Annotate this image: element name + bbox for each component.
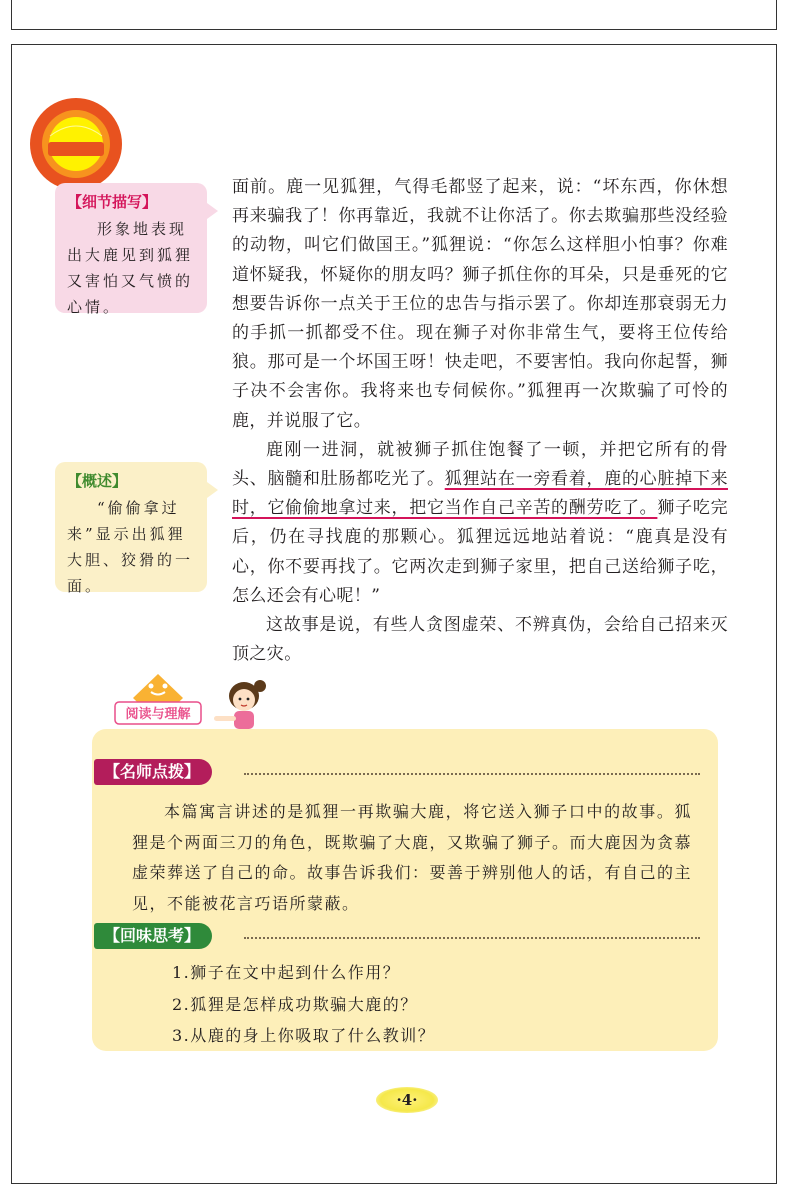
dotted-divider xyxy=(244,937,700,939)
question-item: 1.狮子在文中起到什么作用？ xyxy=(172,963,401,982)
side-note-detail-description xyxy=(55,183,207,316)
story-paragraph: 面前。鹿一见狐狸，气得毛都竖了起来，说：“坏东西，你休想再来骗我了！你再靠近，我就不让你活了。你去欺骗那些没经验的动物，叫它们做国王。”狐狸说：“你怎么这样胆小怕事？你难道怀疑我，怀疑你的朋友吗？狮子抓住你的耳朵，只是垂死的它想要告诉你一点关于王位的忠告与指示罢了。你却连那衰弱无力的手抓一抓都受不住。现在狮子对你非常生气，要将王位传给狼。那可是一个坏国王呀！快走吧，不要害怕。我向你起誓，狮子决不会害你。我将来也专伺候你。”狐狸再一次欺骗了可怜的鹿，并说服了它。 xyxy=(232,177,728,431)
teacher-tips-paragraph: 本篇寓言讲述的是狐狸一再欺骗大鹿，将它送入狮子口中的故事。狐狸是个两面三刀的角色，既欺骗了大鹿，又欺骗了狮子。而大鹿因为贪慕虚荣葬送了自己的命。故事告诉我们：要善于辨别他人的话，有自己的主见，不能被花言巧语所蒙蔽。 xyxy=(132,802,693,913)
page-number: ·4· xyxy=(376,1087,438,1113)
side-note-title: 【细节描写】 xyxy=(67,193,158,211)
question-item: 3.从鹿的身上你吸取了什么教训？ xyxy=(172,1026,436,1045)
note-pointer xyxy=(207,482,218,498)
reflection-heading: 【回味思考】 xyxy=(94,923,212,949)
side-note-body: “偷偷拿过来”显示出狐狸大胆、狡猾的一面。 xyxy=(67,499,194,595)
side-note-title: 【概述】 xyxy=(67,472,128,490)
reading-panel xyxy=(92,729,718,1051)
highlighted-sentence: 狐狸站在一旁看着，鹿的心脏掉下来时，它偷偷地拿过来，把它当作自己辛苦的酬劳吃了。 xyxy=(232,469,728,519)
story-paragraph: 这故事是说，有些人贪图虚荣、不辨真伪，会给自己招来灭顶之灾。 xyxy=(232,615,728,665)
story-text xyxy=(232,173,728,669)
top-frame xyxy=(11,0,777,30)
story-paragraph xyxy=(232,436,728,611)
dotted-divider xyxy=(244,773,700,775)
question-item: 2.狐狸是怎样成功欺骗大鹿的？ xyxy=(172,994,418,1014)
girl-illustration xyxy=(210,672,272,732)
teacher-tips-heading: 【名师点拨】 xyxy=(94,759,212,785)
story-text-run: 狮子吃完后，仍在寻找鹿的那颗心。狐狸远远地站着说：“鹿真是没有心，你不要再找了。它两次走到狮子家里，把自己送给狮子吃，怎么还会有心呢！” xyxy=(232,498,728,606)
teacher-tips-text xyxy=(132,797,692,919)
reading-label-text: 阅读与理解 xyxy=(125,707,191,722)
story-text-run: 鹿刚一进洞，就被狮子抓住饱餐了一顿，并把它所有的骨头、脑髓和肚肠都吃光了。 xyxy=(232,439,728,490)
series-badge-logo xyxy=(28,96,124,192)
side-note-body: 形象地表现出大鹿见到狐狸又害怕又气愤的心情。 xyxy=(67,220,194,316)
reflection-questions xyxy=(172,957,435,1052)
note-pointer xyxy=(207,203,218,219)
side-note-summary xyxy=(55,462,207,595)
